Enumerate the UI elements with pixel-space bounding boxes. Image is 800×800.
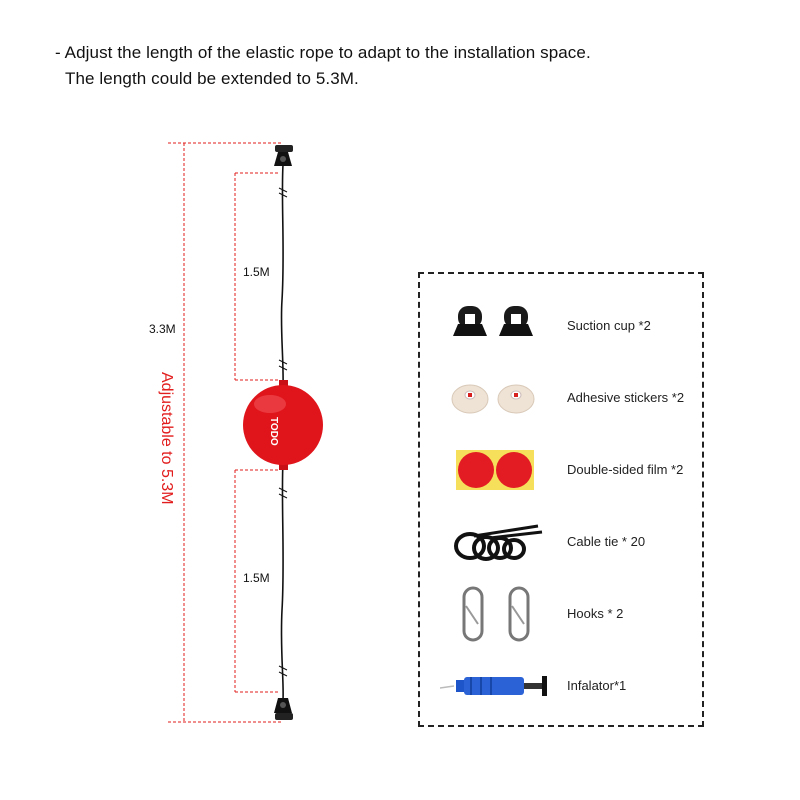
kit-item-suction-cup <box>420 296 706 356</box>
kit-item-inflator <box>420 656 706 716</box>
kit-item-label: Double-sided film *2 <box>567 462 684 477</box>
inflator-icon <box>440 656 550 716</box>
kit-item-label: Adhesive stickers *2 <box>567 390 685 405</box>
kit-item-hooks <box>420 584 706 644</box>
lower-segment-label: 1.5M <box>243 571 270 585</box>
upper-segment-label: 1.5M <box>243 265 270 279</box>
description-line-1: - Adjust the length of the elastic rope to adapt to the installation space. <box>55 43 591 62</box>
kit-item-label: Suction cup *2 <box>567 318 651 333</box>
suction-cup-icon <box>440 296 550 356</box>
kit-item-label: Hooks * 2 <box>567 606 624 621</box>
kit-item-cable-tie <box>420 512 706 572</box>
kit-contents-box <box>418 272 704 727</box>
double-sided-film-icon <box>440 440 550 500</box>
adjustable-length-label: Adjustable to 5.3M <box>158 372 175 505</box>
kit-item-label: Infalator*1 <box>567 678 627 693</box>
cable-tie-icon <box>440 512 550 572</box>
description-line-2: The length could be extended to 5.3M. <box>65 69 359 88</box>
total-length-label: 3.3M <box>149 322 176 336</box>
kit-item-double-sided-film <box>420 440 706 500</box>
bottom-suction-cup-icon <box>274 698 293 720</box>
ball-brand-text: TODO <box>268 417 279 446</box>
adhesive-sticker-icon <box>440 368 550 428</box>
hook-icon <box>440 584 550 644</box>
punching-ball <box>243 380 323 470</box>
top-suction-cup-icon <box>274 145 293 166</box>
kit-item-adhesive-stickers <box>420 368 706 428</box>
kit-item-label: Cable tie * 20 <box>567 534 646 549</box>
